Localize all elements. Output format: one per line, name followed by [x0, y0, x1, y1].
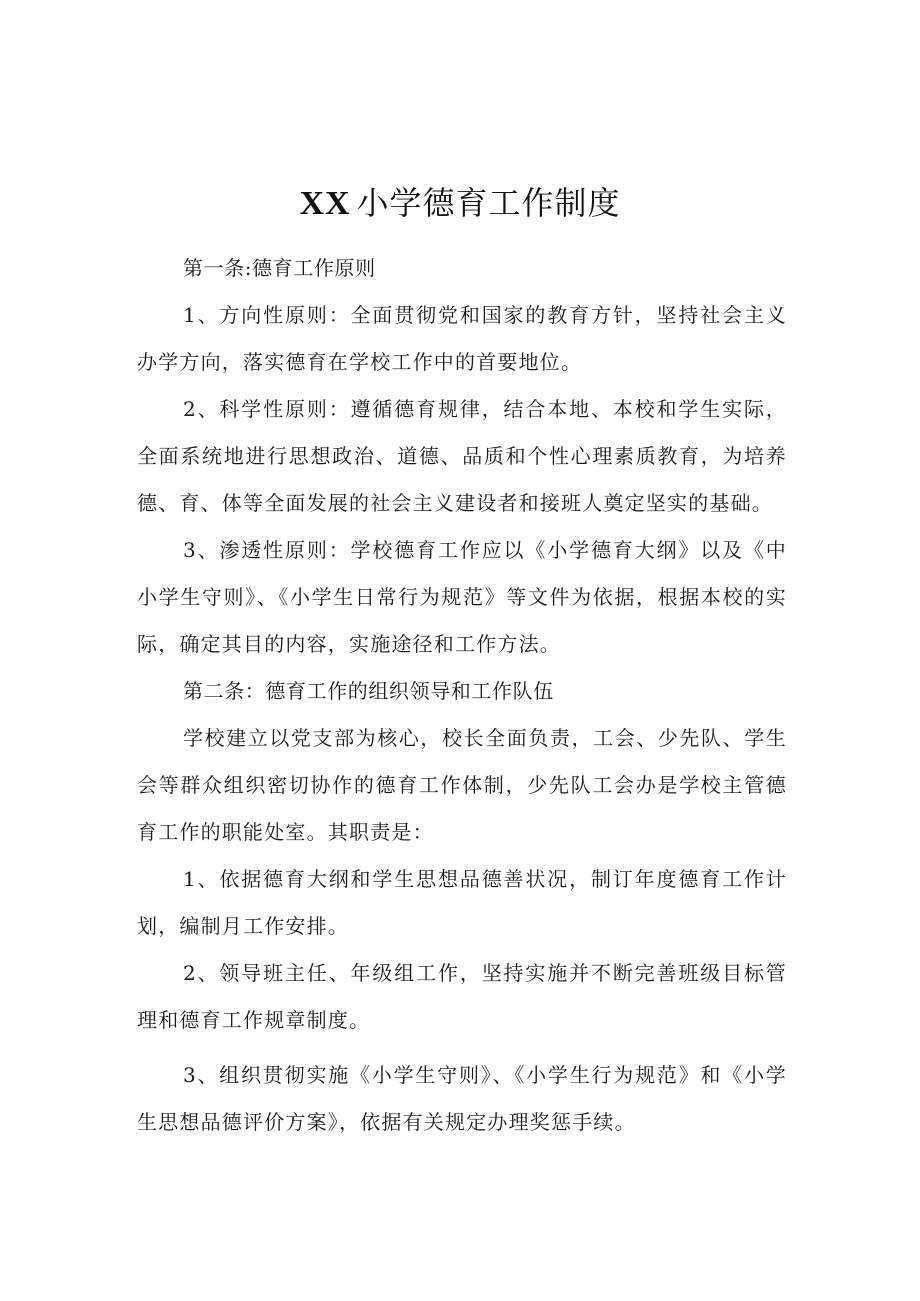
- paragraph-principle-permeation: 3、渗透性原则：学校德育工作应以《小学德育大纲》以及《中小学生守则》、《小学生日常行为规范》等文件为依据，根据本校的实际，确定其目的内容，实施途径和工作方法。: [137, 538, 787, 656]
- paragraph-principle-science: 2、科学性原则：遵循德育规律，结合本地、本校和学生实际，全面系统地进行思想政治、道德、品质和个性心理素质教育，为培养德、育、体等全面发展的社会主义建设者和接班人奠定坚实的基础。: [137, 397, 787, 515]
- paragraph-principle-direction: 1、方向性原则：全面贯彻党和国家的教育方针，坚持社会主义办学方向，落实德育在学校工作中的首要地位。: [137, 303, 787, 374]
- document-title-prefix: XX: [299, 185, 351, 222]
- section-heading-2: 第二条：德育工作的组织领导和工作队伍: [183, 679, 554, 703]
- paragraph-duty-3: 3、组织贯彻实施《小学生守则》、《小学生行为规范》和《小学生思想品德评价方案》，依据有关规定办理奖惩手续。: [137, 1063, 787, 1134]
- document-body: [137, 245, 787, 1146]
- section-heading-1: 第一条:德育工作原则: [183, 256, 376, 280]
- document-title: [0, 178, 920, 224]
- document-title-main: 小学德育工作制度: [356, 184, 621, 222]
- paragraph-duty-2: 2、领导班主任、年级组工作，坚持实施并不断完善班级目标管理和德育工作规章制度。: [137, 961, 787, 1032]
- paragraph-duty-1: 1、依据德育大纲和学生思想品德善状况，制订年度德育工作计划，编制月工作安排。: [137, 867, 787, 938]
- paragraph-organization: 学校建立以党支部为核心，校长全面负责，工会、少先队、学生会等群众组织密切协作的德育工作体制，少先队工会办是学校主管德育工作的职能处室。其职责是：: [137, 726, 787, 844]
